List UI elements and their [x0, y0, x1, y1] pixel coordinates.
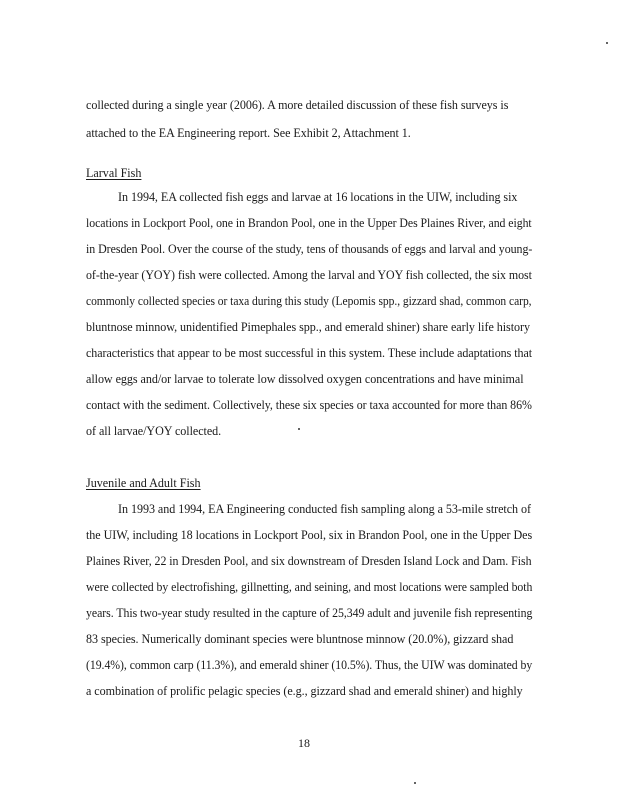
body-text-line: years. This two-year study resulted in the capture of 25,349 adult and juvenile fish representing [86, 606, 533, 620]
scan-speck [298, 428, 300, 430]
body-text-line: bluntnose minnow, unidentified Pimephales spp., and emerald shiner) share early life history [86, 320, 530, 334]
body-text-line: allow eggs and/or larvae to tolerate low dissolved oxygen concentrations and have minimal [86, 372, 524, 386]
body-text-line: commonly collected species or taxa during this study (Lepomis spp., gizzard shad, common carp, [86, 294, 532, 308]
section-heading-larval-fish: Larval Fish [86, 166, 142, 180]
body-text-line: in Dresden Pool. Over the course of the study, tens of thousands of eggs and larval and young- [86, 242, 533, 256]
body-text-line: locations in Lockport Pool, one in Brandon Pool, one in the Upper Des Plaines River, and eight [86, 216, 532, 230]
body-text-line: 83 species. Numerically dominant species were bluntnose minnow (20.0%), gizzard shad [86, 632, 514, 646]
body-text-line: of-the-year (YOY) fish were collected. Among the larval and YOY fish collected, the six most [86, 268, 532, 282]
body-text-line: of all larvae/YOY collected. [86, 424, 222, 438]
scan-speck [606, 42, 608, 44]
body-text-line: In 1993 and 1994, EA Engineering conducted fish sampling along a 53-mile stretch of [118, 502, 531, 516]
body-text-line: contact with the sediment. Collectively, these six species or taxa accounted for more than 86% [86, 398, 532, 412]
body-text-line: attached to the EA Engineering report. See Exhibit 2, Attachment 1. [86, 126, 411, 140]
body-text-line: collected during a single year (2006). A more detailed discussion of these fish surveys is [86, 98, 509, 112]
body-text-line: characteristics that appear to be most successful in this system. These include adaptations that [86, 346, 533, 360]
body-text-line: (19.4%), common carp (11.3%), and emerald shiner (10.5%). Thus, the UIW was dominated by [86, 658, 533, 672]
body-text-line: In 1994, EA collected fish eggs and larvae at 16 locations in the UIW, including six [118, 190, 518, 204]
section-heading-juvenile-adult-fish: Juvenile and Adult Fish [86, 476, 201, 490]
body-text-line: were collected by electrofishing, gillnetting, and seining, and most locations were sampled both [86, 580, 533, 594]
scan-speck [414, 782, 416, 784]
body-text-line: Plaines River, 22 in Dresden Pool, and six downstream of Dresden Island Lock and Dam. Fish [86, 554, 532, 568]
body-text-line: the UIW, including 18 locations in Lockport Pool, six in Brandon Pool, one in the Upper Des [86, 528, 533, 542]
page-number: 18 [298, 736, 310, 750]
body-text-line: a combination of prolific pelagic species (e.g., gizzard shad and emerald shiner) and highly [86, 684, 523, 698]
